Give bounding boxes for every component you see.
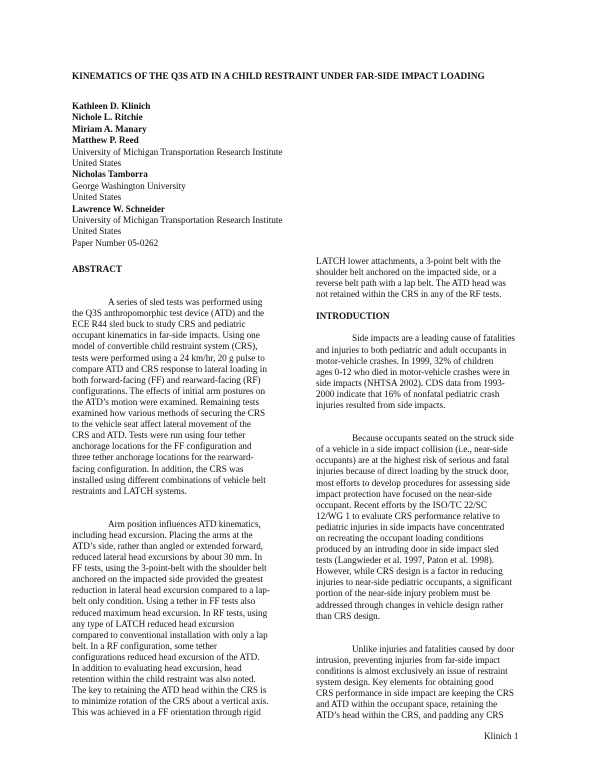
author-name: Miriam A. Manary [72,123,147,134]
text-line: injuries resulted from side impacts. [316,400,446,411]
text-line: to minimize rotation of the CRS about a vertical axis. [72,696,269,707]
text-line: 2000 indicate that 16% of nonfatal pediatric crash [316,388,500,399]
text-line: shoulder belt anchored on the impacted side, or a [316,267,497,278]
text-line: Side impacts are a leading cause of fatalities [352,333,516,344]
text-line: and injuries to both pediatric and adult occupants in [316,344,507,355]
text-line: restraints and LATCH systems. [72,485,187,496]
text-line: configurations reduced head excursion of the ATD. [72,651,260,662]
text-line: most efforts to develop procedures for assessing side [316,477,511,488]
text-line: occupant. Recent efforts by the ISO/TC 22/SC [316,499,488,510]
abstract-paragraph-1 [72,297,294,497]
text-line: motor-vehicle crashes. In 1999, 32% of children [316,355,494,366]
text-line: Arm position influences ATD kinematics, [108,518,261,529]
text-line: ATD’s side, rather than angled or extended forward, [72,540,264,551]
introduction-paragraph-2 [316,433,538,622]
text-line: 12/WG 1 to evaluate CRS performance relative to [316,510,500,521]
abstract-continued [316,256,538,300]
text-line: than CRS design. [316,610,381,621]
author-name: Matthew P. Reed [72,135,139,146]
text-line: and ATD within the occupant space, retaining the [316,699,498,710]
text-line: to the vehicle seat affect lateral movement of the [72,419,251,430]
text-line: system design. Key elements for obtaining good [316,677,494,687]
text-line: compare ATD and CRS response to lateral loading in [72,363,267,374]
text-line: pediatric injuries in side impacts have concentrated [316,521,505,532]
text-line: anchored on the impacted side provided the greatest [72,574,264,585]
text-line: LATCH lower attachments, a 3-point belt with the [316,256,501,266]
author-affiliation: University of Michigan Transportation Research Institute [72,215,283,226]
text-line: retention within the child restraint was also noted. [72,674,256,685]
text-line: reduced maximum head excursion. In RF tests, using [72,607,268,618]
author-block [72,101,372,249]
text-line: Unlike injuries and fatalities caused by door [352,643,515,654]
author-affiliation: Paper Number 05-0262 [72,237,159,248]
text-line: belt only condition. Using a tether in FF tests also [72,596,256,607]
text-line: installed using different combinations of vehicle belt [72,474,266,485]
author-affiliation: United States [72,192,122,203]
left-column [72,264,294,718]
text-line: portion of the near-side injury problem must be [316,588,491,599]
text-line: three tether anchorage locations for the rearward- [72,452,254,463]
abstract-paragraph-2 [72,519,294,719]
author-affiliation: University of Michigan Transportation Research Institute [72,146,283,157]
text-line: addressed through changes in vehicle design rather [316,599,504,610]
text-line: injuries to near-side pediatric occupants, a significant [316,577,513,588]
author-name: Lawrence W. Schneider [72,203,165,214]
text-line: conditions is almost exclusively an issue of restraint [316,665,508,676]
page-footer: Klinich 1 [484,731,519,741]
author-name: Nicholas Tamborra [72,169,148,180]
author-affiliation: United States [72,158,122,169]
text-line: CRS and ATD. Tests were run using four tether [72,430,246,441]
right-column [316,256,538,721]
text-line: Because occupants seated on the struck side [352,433,514,444]
text-line: anchorage locations for the FF configuration and [72,441,252,452]
text-line: FF tests, using the 3-point-belt with the shoulder belt [72,563,267,574]
text-line: reduced lateral head excursions by about 30 mm. In [72,552,263,563]
text-line: impact protection have focused on the near-side [316,488,492,499]
text-line: reverse belt path with a lap belt. The ATD head was [316,278,506,289]
introduction-paragraph-1 [316,333,538,411]
text-line: the ATD’s motion were examined. Remaining tests [72,396,260,407]
text-line: the Q3S anthropomorphic test device (ATD) and the [72,308,265,319]
text-line: examined how various methods of securing the CRS [72,408,266,419]
text-line: This was achieved in a FF orientation through rigid [72,707,261,718]
text-line: any type of LATCH reduced head excursion [72,618,235,629]
text-line: occupant kinematics in far-side impacts. Using one [72,330,260,341]
paper-title: KINEMATICS OF THE Q3S ATD IN A CHILD RESTRAINT UNDER FAR-SIDE IMPACT LOADING [72,71,485,81]
text-line: produced by an intruding door in side impact sled [316,544,499,555]
text-line: both forward-facing (FF) and rearward-facing (RF) [72,374,261,385]
text-line: belt. In a RF configuration, some tether [72,640,217,651]
text-line: A series of sled tests was performed using [108,297,263,308]
text-line: configurations. The effects of initial arm postures on [72,385,266,396]
text-line: ECE R44 sled buck to study CRS and pediatric [72,319,246,330]
text-line: facing configuration. In addition, the CRS was [72,463,244,474]
text-line: including head excursion. Placing the arms at the [72,529,253,540]
text-line: CRS performance in side impact are keeping the CRS [316,688,514,699]
text-line: ATD’s head within the CRS, and padding any CRS [316,710,504,721]
text-line: However, while CRS design is a factor in reducing [316,566,503,577]
author-name: Kathleen D. Klinich [72,101,151,111]
text-line: model of convertible child restraint system (CRS), [72,341,258,352]
text-line: tests were performed using a 24 km/hr, 20 g pulse to [72,352,265,363]
text-line: reduction in lateral head excursion compared to a lap- [72,585,270,596]
author-name: Nichole L. Ritchie [72,112,143,123]
abstract-heading: ABSTRACT [72,264,123,274]
text-line: compared to conventional installation with only a lap [72,629,268,640]
text-line: occupants) are at the highest risk of serious and fatal [316,455,510,466]
author-affiliation: George Washington University [72,180,186,191]
text-line: not retained within the CRS in any of the RF tests. [316,289,502,300]
text-line: tests (Langwieder et al. 1997, Paton et al. 1998). [316,555,495,566]
text-line: intrusion, preventing injuries from far-side impact [316,654,501,665]
text-line: injuries because of direct loading by the struck door, [316,466,509,477]
author-affiliation: United States [72,226,122,237]
text-line: ages 0-12 who died in motor-vehicle crashes were in [316,366,510,377]
text-line: In addition to evaluating head excursion, head [72,663,242,673]
introduction-heading: INTRODUCTION [316,311,390,322]
text-line: on recreating the occupant loading conditions [316,532,484,543]
text-line: The key to retaining the ATD head within the CRS is [72,685,267,696]
text-line: of a vehicle in a side impact collision (i.e., near-side [316,444,508,455]
text-line: side impacts (NHTSA 2002). CDS data from 1993- [316,377,505,388]
introduction-paragraph-3 [316,644,538,722]
